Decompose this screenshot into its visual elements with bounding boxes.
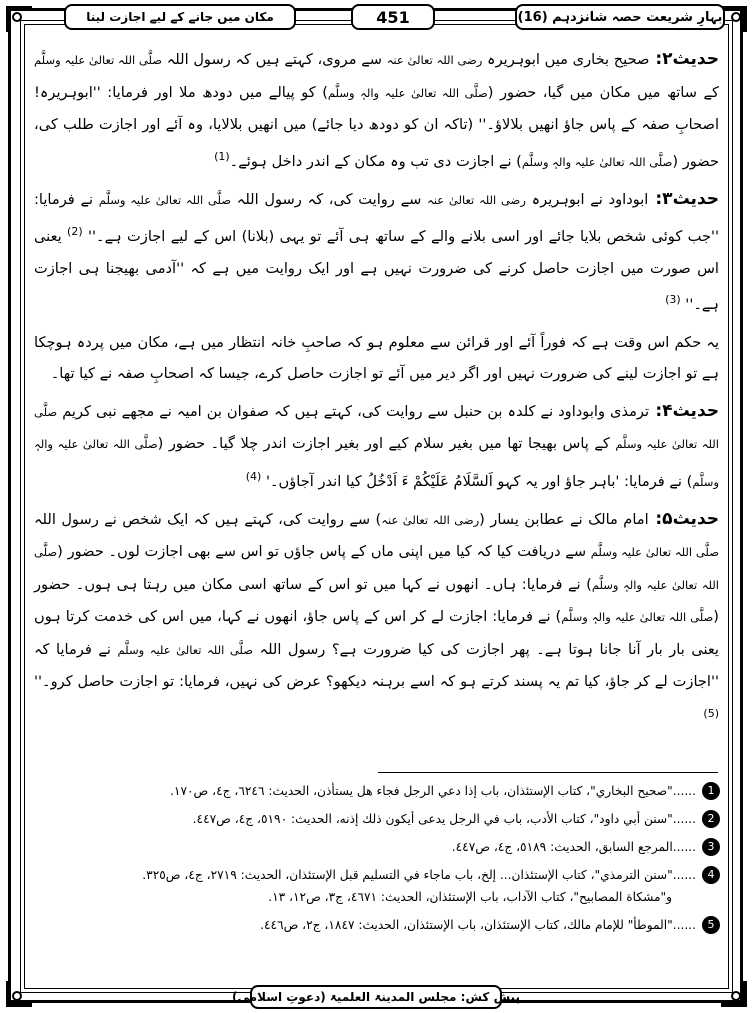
footnote-number: 4: [702, 866, 720, 884]
hadith-label: حدیث۳:: [648, 188, 720, 209]
text-segment: ) نے فرمایا: اجازت لے کر اس کے پاس جاؤ، انھوں نے کہا، میں اس کی خدمت کرتا ہوں یعنی بار بار آنا جانا ہوتا ہے۔ پھر اجازت کی کیا ضرورت ہے؟ رسول اللہ: [34, 608, 719, 658]
honorific: صلَّی اللہ تعالیٰ علیہ والہٖ وسلَّم: [521, 154, 673, 169]
text-segment: ) کو پیالے میں دودھ ملا اور فرمایا: ''ابوہریرہ! اصحابِ صفہ کے پاس جاؤ انھیں بلالاؤ۔'' (تاکہ ان کو دودھ دیا جائے) میں انھیں بلالایا، وہ آئے اور اجازت طلب کی، حضور (: [34, 83, 719, 170]
footnote-line: ......المرجع السابق، الحديث: ٥١٨٩، ج٤، ص٤٤٧.: [451, 840, 696, 854]
footnote-number: 1: [702, 782, 720, 800]
footnote-ref: (3): [665, 293, 681, 307]
honorific: صلَّی اللہ تعالیٰ علیہ وسلَّم: [590, 545, 719, 560]
footnote-ref: (1): [214, 149, 230, 163]
footnote-ref: (4): [245, 469, 262, 483]
text-segment: ) سے روایت کی، کہتے ہیں کہ ایک شخص نے رسول اللہ: [34, 510, 382, 528]
main-text: [34, 44, 719, 740]
hadith-label: حدیث۲:: [649, 49, 719, 69]
hadith-label: حدیث۴:: [649, 400, 720, 421]
honorific: رضی اللہ تعالیٰ عنہ: [427, 192, 526, 207]
publisher-footer: پیش کش: مجلس المدینۃ العلمیۃ (دعوتِ اسلامی): [250, 985, 502, 1009]
footnote-number: 5: [702, 916, 720, 934]
footnote-item: [40, 914, 720, 936]
book-title: بہارِ شریعت حصہ شانزدہم (16): [515, 4, 725, 30]
footnote-line: ......"سنن الترمذي"، كتاب الإستئذان... إلخ، باب ماجاء في التسليم قبل الإستئذان، الحديث: ٢٧١٩، ج٤، ص٣٢٥.: [142, 868, 696, 882]
page-number: 451: [351, 4, 435, 30]
footnote-ref: (2): [67, 225, 83, 239]
footnote-item: [40, 864, 720, 908]
text-segment: ) نے فرمایا: ہاں۔ انھوں نے کہا میں تو اس کے ساتھ اسی مکان میں رہتا ہی ہوں۔ حضور (: [34, 575, 719, 626]
honorific: رضی اللہ تعالیٰ عنہ: [381, 512, 480, 527]
honorific: صلَّی اللہ تعالیٰ علیہ وسلَّم: [117, 642, 253, 657]
text-segment: یعنی اس صورت میں اجازت حاصل کرنے کی ضرورت نہیں ہے اور ایک روایت میں ہے کہ ''آدمی بھیجنا ہی اجازت ہے۔'': [34, 228, 719, 314]
corner-ornament-icon: [4, 979, 34, 1009]
text-segment: ابوداود نے ابوہریرہ: [525, 190, 649, 208]
honorific: صلَّی اللہ تعالیٰ علیہ والہٖ وسلَّم: [34, 437, 719, 489]
hadith-paragraph: [34, 504, 719, 734]
footnote-number: 3: [702, 838, 720, 856]
honorific: رضی اللہ تعالیٰ عنہ: [386, 53, 483, 67]
honorific: صلَّی اللہ تعالیٰ علیہ وسلَّم: [34, 53, 163, 67]
text-segment: امام مالک نے عطابن یسار (: [479, 510, 649, 528]
footnote-item: [40, 836, 720, 858]
text-segment: نے فرمایا: ''جب کوئی شخص بلایا جائے اور اسی بلانے والے کے ساتھ ہی آئے تو یہی (بلانا) اس کے لیے اجازت ہے۔'': [34, 190, 720, 246]
text-segment: سے دریافت کیا کہ کیا میں اپنی ماں کے پاس جاؤں تو اس سے بھی اجازت لوں۔ حضور (: [57, 543, 591, 561]
text-segment: ) نے فرمایا: 'باہر جاؤ اور یہ کہو اَلسَّلَامُ عَلَیْکُمْ ءَ اَدْخُلُ کیا اندر آجاؤں۔': [261, 472, 693, 490]
corner-ornament-icon: [719, 979, 749, 1009]
footnote-line: ......"الموطأ" للإمام مالك، كتاب الإستئذان، باب الإستئذان، الحديث: ١٨٤٧، ج٢، ص٤٤٦.: [260, 918, 696, 932]
footnote-item: [40, 808, 720, 830]
honorific: صلَّی اللہ تعالیٰ علیہ والہٖ وسلَّم: [327, 85, 488, 100]
text-segment: صحیح بخاری میں ابوہریرہ: [482, 51, 650, 68]
honorific: صلَّی اللہ تعالیٰ علیہ وسلَّم: [98, 192, 232, 207]
hadith-paragraph: [34, 44, 719, 178]
chapter-title: مکان میں جانے کے لیے اجازت لینا: [64, 4, 296, 30]
footnotes: [40, 780, 720, 942]
text-segment: نے فرمایا کہ ''اجازت لے کر جاؤ، کیا تم یہ پسند کرتے ہو کہ اسے برہنہ دیکھو؟ عرض کی نہیں، فرمایا: تو اجازت حاصل کرو۔'': [34, 640, 719, 691]
footnote-item: [40, 780, 720, 802]
footnote-text: [40, 836, 696, 858]
hadith-paragraph: [34, 184, 719, 321]
footnote-text: [40, 864, 696, 908]
footnote-line: ......"صحيح البخاري"، كتاب الإستئذان، باب إذا دعي الرجل فجاء هل يستأذن، الحديث: ٦٢٤٦، ج٤، ص١٧٠.: [170, 784, 696, 798]
text-segment: ) نے اجازت دی تب وہ مکان کے اندر داخل ہوئے۔: [229, 152, 522, 170]
footnote-line: ......"سنن أبي داود"، كتاب الأدب، باب في الرجل يدعى أيكون ذلك إذنه، الحديث: ٥١٩٠، ج٤، ص٤٤٧.: [192, 812, 696, 826]
footnote-text: [40, 808, 696, 830]
text-segment: کے پاس بھیجا تھا میں بغیر سلام کیے اور بغیر اجازت اندر چلا گیا۔ حضور (: [157, 435, 616, 453]
footnote-ref: (5): [703, 706, 719, 720]
hadith-paragraph: [34, 396, 719, 498]
footnote-number: 2: [702, 810, 720, 828]
honorific: صلَّی اللہ تعالیٰ علیہ والہٖ وسلَّم: [561, 610, 714, 625]
text-segment: کے ساتھ میں مکان میں گیا، حضور (: [487, 83, 719, 101]
hadith-label: حدیث۵:: [648, 508, 720, 529]
page-header: [28, 4, 725, 34]
hadith-paragraph: [34, 327, 719, 390]
footnote-line: و"مشكاة المصابيح"، كتاب الآداب، باب الإستئذان، الحديث: ٤٦٧١، ج٣، ص١٢، ١٣.: [268, 890, 672, 904]
text-segment: ترمذی وابوداود نے کلدہ بن حنبل سے روایت کی، کہتے ہیں کہ صفوان بن امیہ نے مجھے نبی کریم: [57, 402, 650, 420]
footnote-text: [40, 914, 696, 936]
text-segment: سے مروی، کہتے ہیں کہ رسول اللہ: [162, 51, 387, 68]
text-segment: یہ حکم اس وقت ہے کہ فوراً آئے اور قرائن سے معلوم ہو کہ صاحبِ خانہ انتظار میں ہے، مکان میں پردہ ہوچکا ہے تو اجازت لینے کی ضرورت نہیں اور اگر دیر میں آئے تو اجازت حاصل کرے، جیسا کہ اصحابِ صفہ نے کیا تھا۔: [34, 333, 719, 383]
text-segment: سے روایت کی، کہ رسول اللہ: [231, 190, 428, 208]
footnote-text: [40, 780, 696, 802]
honorific: صلَّی اللہ تعالیٰ علیہ والہٖ وسلَّم: [34, 545, 720, 592]
honorific: صلَّی اللہ تعالیٰ علیہ وسلَّم: [34, 404, 720, 452]
footnote-separator: [378, 772, 718, 773]
